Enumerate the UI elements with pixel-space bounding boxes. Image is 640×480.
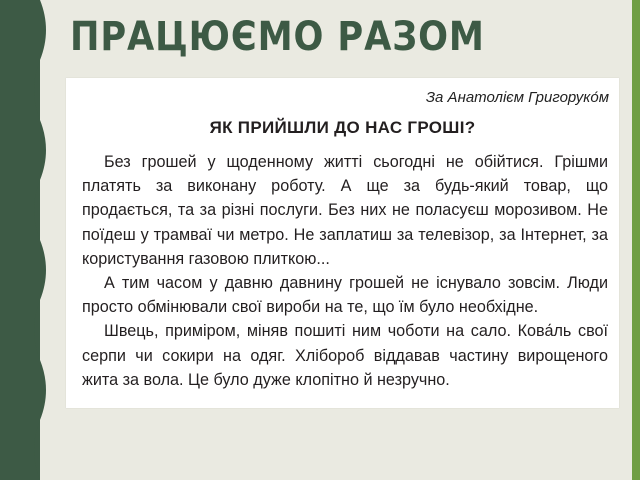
text-document-panel bbox=[66, 78, 619, 408]
author-attribution: За Анатолієм Григоруко́м bbox=[425, 89, 609, 106]
right-accent-strip bbox=[632, 0, 640, 480]
paragraph-1: Без грошей у щоденному житті сьогодні не обійтися. Грішми платять за виконану роботу. А ще за будь-який товар, що продається, та за різні послуги. Без них не поласуєш морозивом. Не поїдеш у трамваї чи метро. Не заплатиш за телевізор, за Інтернет, за користування газовою плиткою... bbox=[82, 153, 608, 268]
slide-title: ПРАЦЮЄМО РАЗОМ bbox=[70, 14, 485, 60]
document-body bbox=[82, 150, 608, 392]
document-title: ЯК ПРИЙШЛИ ДО НАС ГРОШІ? bbox=[209, 118, 476, 137]
paragraph-3: Швець, приміром, міняв пошиті ним чоботи на сало. Кова́ль свої серпи чи сокири на одяг. Хлібороб віддавав частину вирощеного жита за вола. Це було дуже клопітно й незручно. bbox=[82, 322, 608, 389]
paragraph-2: А тим часом у давню давнину грошей не існувало зовсім. Люди просто обмінювали свої вироби на те, що їм було необхідне. bbox=[82, 274, 608, 317]
wave-edge-decoration bbox=[34, 0, 50, 480]
